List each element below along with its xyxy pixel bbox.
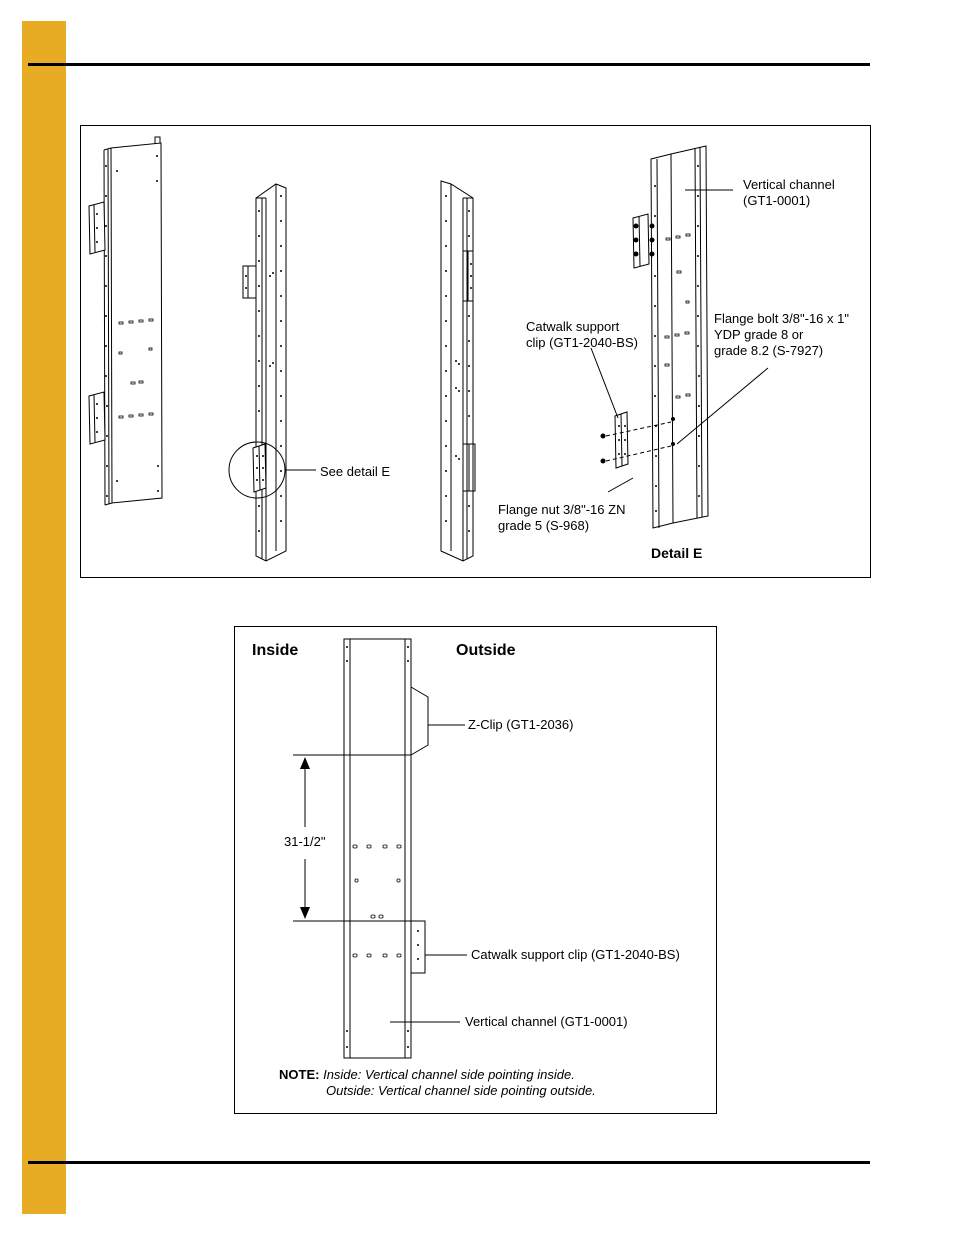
side-accent-bar [22, 21, 66, 1214]
note-line-1 [279, 1067, 575, 1083]
see-detail-label: See detail E [320, 464, 391, 479]
catwalk-clip-shape [411, 921, 425, 973]
detail-e-title: Detail E [651, 545, 703, 561]
z-clip-label: Z-Clip (GT1-2036) [468, 717, 574, 732]
vertical-channel-label: Vertical channel (GT1-0001) [465, 1014, 628, 1029]
flange-bolt-label: Flange bolt 3/8"-16 x 1" YDP grade 8 or grade 8.2 (S-7927) [714, 311, 849, 358]
vertical-channel-outline [344, 639, 411, 1058]
inside-heading: Inside [252, 642, 299, 659]
channel-view-1 [89, 137, 162, 505]
channel-view-3 [441, 181, 475, 561]
note-inside-text: Inside: Vertical channel side pointing inside. [323, 1067, 575, 1082]
catwalk-clip-label: Catwalk support clip (GT1-2040-BS) [471, 947, 680, 962]
note-outside-text: Outside: Vertical channel side pointing outside. [326, 1083, 596, 1098]
channel-view-2 [229, 184, 286, 561]
note-line-2 [326, 1083, 596, 1099]
z-clip-shape [411, 687, 428, 755]
orientation-drawing [235, 627, 716, 1113]
footer-rule [28, 1161, 870, 1164]
outside-heading: Outside [456, 642, 516, 659]
orientation-figure [234, 626, 717, 1114]
header-rule [28, 63, 870, 66]
assembly-figure [80, 125, 871, 578]
catwalk-support-clip-label: Catwalk support clip (GT1-2040-BS) [526, 319, 638, 350]
flange-nut-label: Flange nut 3/8"-16 ZN grade 5 (S-968) [498, 502, 626, 533]
vertical-channel-label: Vertical channel (GT1-0001) [743, 177, 835, 208]
note-label: NOTE: [279, 1067, 320, 1082]
dimension-label: 31-1/2" [284, 834, 326, 849]
